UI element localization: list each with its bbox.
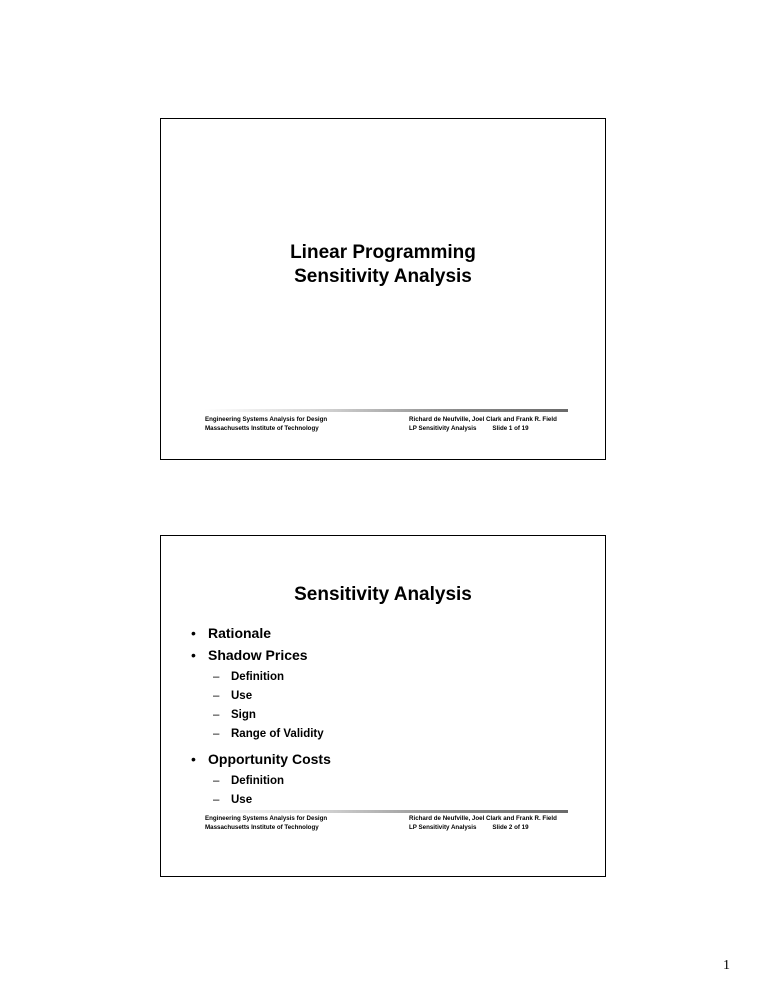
footer-course-name: Engineering Systems Analysis for Design	[205, 815, 328, 822]
footer-course-info	[205, 415, 327, 433]
footer-topic-line	[409, 424, 557, 433]
sub-bullet-list	[191, 668, 331, 744]
bullet-icon: •	[191, 751, 196, 767]
slide-1	[160, 118, 606, 460]
footer-authors: Richard de Neufville, Joel Clark and Frank R. Field	[409, 416, 557, 423]
dash-icon: –	[213, 775, 220, 787]
footer-author-info	[409, 814, 557, 832]
sub-bullet-item	[191, 772, 331, 791]
footer-slide-number: Slide 2 of 19	[492, 824, 529, 831]
slide-2	[160, 535, 606, 877]
sub-bullet-item	[191, 668, 331, 687]
footer-authors: Richard de Neufville, Joel Clark and Frank R. Field	[409, 815, 557, 822]
sub-bullet-text: Definition	[231, 671, 285, 683]
footer-course-info	[205, 814, 327, 832]
sub-bullet-text: Use	[231, 690, 253, 702]
sub-list-container	[191, 772, 331, 810]
page-number: 1	[723, 958, 730, 973]
bullet-list	[191, 622, 331, 814]
bullet-item	[191, 644, 331, 666]
footer-rule	[204, 409, 568, 412]
sub-bullet-text: Use	[231, 794, 253, 806]
footer-author-info	[409, 415, 557, 433]
bullet-icon: •	[191, 647, 196, 663]
footer-topic: LP Sensitivity Analysis	[409, 824, 477, 831]
sub-bullet-item	[191, 687, 331, 706]
sub-bullet-item	[191, 791, 331, 810]
sub-bullet-text: Range of Validity	[231, 728, 324, 740]
title-line-1: Linear Programming	[290, 242, 476, 263]
footer-institution: Massachusetts Institute of Technology	[205, 824, 319, 831]
footer-course-name: Engineering Systems Analysis for Design	[205, 416, 328, 423]
footer-slide-number: Slide 1 of 19	[492, 425, 529, 432]
sub-bullet-text: Definition	[231, 775, 285, 787]
dash-icon: –	[213, 709, 220, 721]
bullet-text: Rationale	[208, 625, 272, 641]
bullet-item	[191, 622, 331, 644]
dash-icon: –	[213, 728, 220, 740]
bullet-item	[191, 748, 331, 770]
sub-bullet-item	[191, 706, 331, 725]
sub-list-container	[191, 668, 331, 744]
footer-topic: LP Sensitivity Analysis	[409, 425, 477, 432]
bullet-text: Opportunity Costs	[208, 751, 331, 767]
sub-bullet-list	[191, 772, 331, 810]
bullet-text: Shadow Prices	[208, 647, 308, 663]
dash-icon: –	[213, 690, 220, 702]
dash-icon: –	[213, 794, 220, 806]
dash-icon: –	[213, 671, 220, 683]
slide-title: Sensitivity Analysis	[294, 584, 472, 605]
footer-rule	[204, 810, 568, 813]
title-line-2: Sensitivity Analysis	[294, 266, 472, 287]
sub-bullet-item	[191, 725, 331, 744]
footer-topic-line	[409, 823, 557, 832]
slide-title	[161, 241, 605, 289]
bullet-icon: •	[191, 625, 196, 641]
sub-bullet-text: Sign	[231, 709, 256, 721]
footer-institution: Massachusetts Institute of Technology	[205, 425, 319, 432]
